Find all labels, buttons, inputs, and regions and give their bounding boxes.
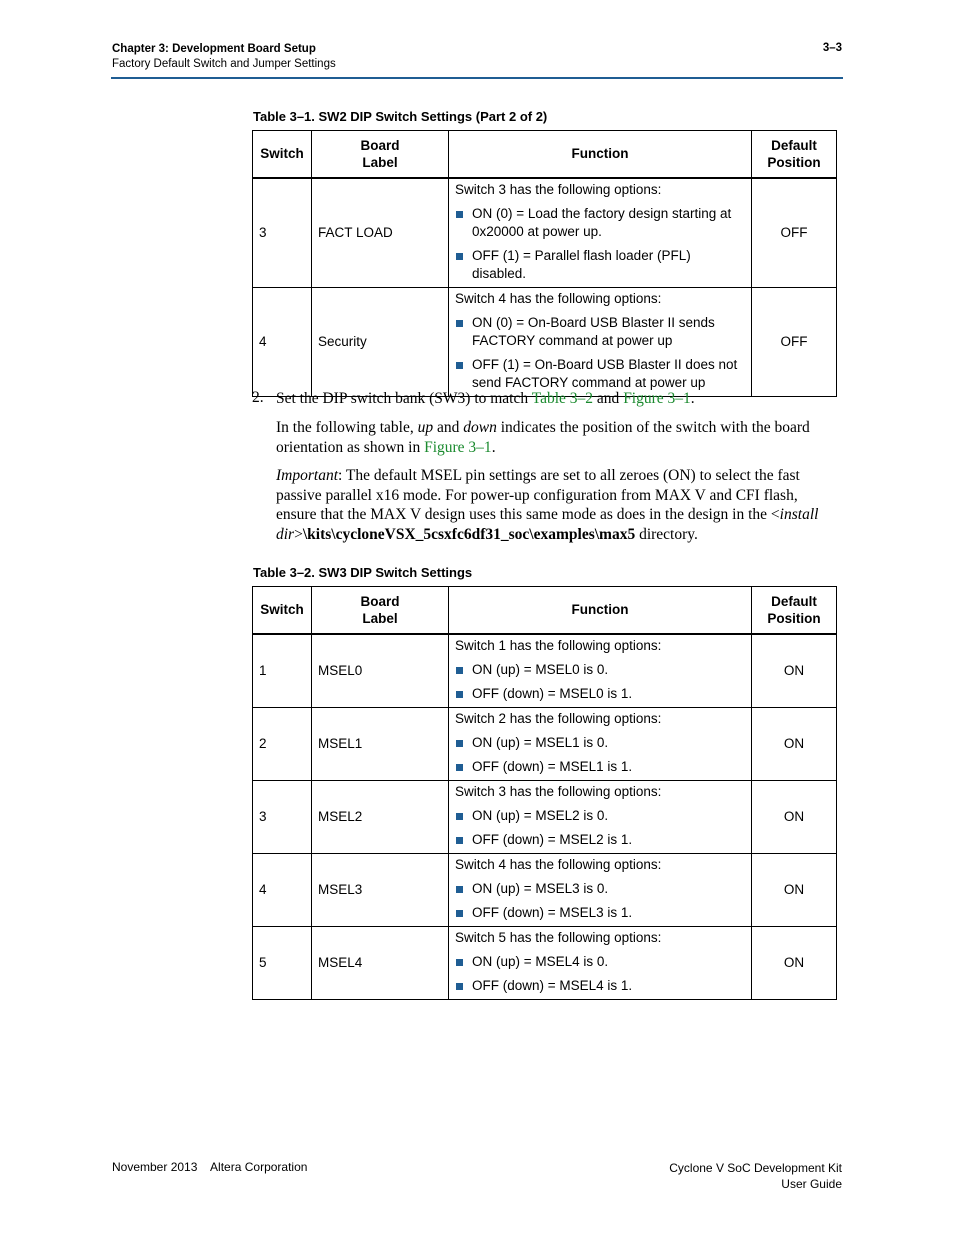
board-label: Security — [312, 287, 449, 396]
install-path: \kits\cycloneVSX_5csxfc6df31_soc\examples\max5 — [302, 526, 636, 544]
table-header-row — [253, 587, 837, 634]
option-text: OFF (down) = MSEL2 is 1. — [472, 831, 633, 847]
bullet-square-icon — [456, 886, 463, 893]
option-bullet — [455, 247, 745, 283]
bullet-square-icon — [456, 253, 463, 260]
function-intro: Switch 5 has the following options: — [455, 929, 662, 945]
board-label: MSEL0 — [312, 634, 449, 708]
bullet-square-icon — [456, 959, 463, 966]
option-text: ON (up) = MSEL2 is 0. — [472, 807, 609, 823]
step-number: 2. — [252, 389, 264, 406]
option-bullet — [455, 807, 745, 825]
function-cell — [449, 287, 752, 396]
option-text: OFF (down) = MSEL0 is 1. — [472, 685, 633, 701]
board-label: MSEL3 — [312, 853, 449, 926]
function-intro: Switch 3 has the following options: — [455, 181, 662, 197]
header-rule — [111, 77, 843, 79]
option-text: ON (up) = MSEL3 is 0. — [472, 880, 609, 896]
page-number: 3–3 — [822, 42, 842, 54]
table-row — [253, 178, 837, 288]
board-label: MSEL1 — [312, 707, 449, 780]
table-row — [253, 634, 837, 708]
function-cell — [449, 178, 752, 288]
function-intro: Switch 2 has the following options: — [455, 710, 662, 726]
col-header-switch: Switch — [253, 587, 312, 634]
default-position: ON — [752, 634, 837, 708]
doc-type: User Guide — [781, 1177, 842, 1191]
option-bullet — [455, 977, 745, 995]
function-cell — [449, 926, 752, 999]
function-intro: Switch 4 has the following options: — [455, 290, 662, 306]
switch-number: 1 — [253, 634, 312, 708]
table-row — [253, 707, 837, 780]
function-cell — [449, 707, 752, 780]
option-text: ON (0) = On-Board USB Blaster II sends FACTORY command at power up — [472, 314, 715, 348]
switch-number: 2 — [253, 707, 312, 780]
col-header-board-label: Board Label — [312, 587, 449, 634]
section-title: Factory Default Switch and Jumper Settings — [112, 58, 336, 70]
chapter-title: Chapter 3: Development Board Setup — [112, 43, 316, 55]
function-cell — [449, 853, 752, 926]
table2 — [252, 586, 837, 1000]
table2-caption: Table 3–2. SW3 DIP Switch Settings — [253, 565, 473, 580]
option-bullet — [455, 831, 745, 849]
option-bullet — [455, 685, 745, 703]
option-bullet — [455, 758, 745, 776]
function-intro: Switch 4 has the following options: — [455, 856, 662, 872]
footer-product — [669, 1160, 842, 1192]
table1 — [252, 130, 837, 397]
default-position: ON — [752, 926, 837, 999]
option-text: OFF (down) = MSEL1 is 1. — [472, 758, 633, 774]
option-bullet — [455, 205, 745, 241]
bullet-square-icon — [456, 910, 463, 917]
table-row — [253, 780, 837, 853]
function-intro: Switch 3 has the following options: — [455, 783, 662, 799]
link-figure-3-1[interactable]: Figure 3–1 — [623, 390, 691, 407]
bullet-square-icon — [456, 764, 463, 771]
table-row — [253, 853, 837, 926]
table-row — [253, 287, 837, 396]
option-text: OFF (down) = MSEL3 is 1. — [472, 904, 633, 920]
bullet-square-icon — [456, 813, 463, 820]
option-bullet — [455, 734, 745, 752]
switch-number: 3 — [253, 780, 312, 853]
option-bullet — [455, 314, 745, 350]
option-bullet — [455, 661, 745, 679]
option-bullet — [455, 356, 745, 392]
table-row — [253, 926, 837, 999]
table1-caption: Table 3–1. SW2 DIP Switch Settings (Part 2 of 2) — [253, 109, 548, 124]
option-text: OFF (1) = On-Board USB Blaster II does not send FACTORY command at power up — [472, 356, 738, 390]
default-position: ON — [752, 707, 837, 780]
bullet-square-icon — [456, 983, 463, 990]
col-header-default: Default Position — [752, 587, 837, 634]
option-text: ON (0) = Load the factory design starting at 0x20000 at power up. — [472, 205, 732, 239]
board-label: MSEL4 — [312, 926, 449, 999]
default-position: OFF — [752, 178, 837, 288]
col-header-function: Function — [449, 587, 752, 634]
switch-number: 4 — [253, 853, 312, 926]
orientation-paragraph: In the following table, up and down indicates the position of the switch with the board orientation as shown in Figure 3–1. — [276, 419, 810, 456]
bullet-square-icon — [456, 740, 463, 747]
function-cell — [449, 634, 752, 708]
col-header-default: Default Position — [752, 131, 837, 178]
option-bullet — [455, 880, 745, 898]
switch-number: 4 — [253, 287, 312, 396]
option-bullet — [455, 904, 745, 922]
default-position: OFF — [752, 287, 837, 396]
col-header-board-label: Board Label — [312, 131, 449, 178]
option-text: ON (up) = MSEL4 is 0. — [472, 953, 609, 969]
table-header-row — [253, 131, 837, 178]
link-table-3-2[interactable]: Table 3–2 — [531, 390, 594, 407]
col-header-switch: Switch — [253, 131, 312, 178]
default-position: ON — [752, 780, 837, 853]
footer-date-company: November 2013 Altera Corporation — [112, 1160, 308, 1174]
important-paragraph: Important: The default MSEL pin settings are set to all zeroes (ON) to select the fast passive parallel x16 mode. For power-up configuration from MAX V and CFI flash, ensure that the MAX V design uses this same mode as does in the design in the <install dir>\kits\cycloneVSX_5csxfc6df31_soc\examples\max5 directory. — [276, 467, 819, 544]
bullet-square-icon — [456, 320, 463, 327]
running-header — [112, 42, 336, 72]
default-position: ON — [752, 853, 837, 926]
board-label: MSEL2 — [312, 780, 449, 853]
link-figure-3-1-b[interactable]: Figure 3–1 — [424, 438, 492, 456]
option-text: ON (up) = MSEL1 is 0. — [472, 734, 609, 750]
bullet-square-icon — [456, 362, 463, 369]
bullet-square-icon — [456, 211, 463, 218]
switch-number: 3 — [253, 178, 312, 288]
function-cell — [449, 780, 752, 853]
option-bullet — [455, 953, 745, 971]
board-label: FACT LOAD — [312, 178, 449, 288]
option-text: OFF (1) = Parallel flash loader (PFL) disabled. — [472, 247, 691, 281]
option-text: ON (up) = MSEL0 is 0. — [472, 661, 609, 677]
step-paragraph: Set the DIP switch bank (SW3) to match Table 3–2 and Figure 3–1. — [276, 390, 695, 407]
product-name: Cyclone V SoC Development Kit — [669, 1161, 842, 1175]
function-intro: Switch 1 has the following options: — [455, 637, 662, 653]
option-text: OFF (down) = MSEL4 is 1. — [472, 977, 633, 993]
bullet-square-icon — [456, 667, 463, 674]
col-header-function: Function — [449, 131, 752, 178]
bullet-square-icon — [456, 691, 463, 698]
bullet-square-icon — [456, 837, 463, 844]
switch-number: 5 — [253, 926, 312, 999]
